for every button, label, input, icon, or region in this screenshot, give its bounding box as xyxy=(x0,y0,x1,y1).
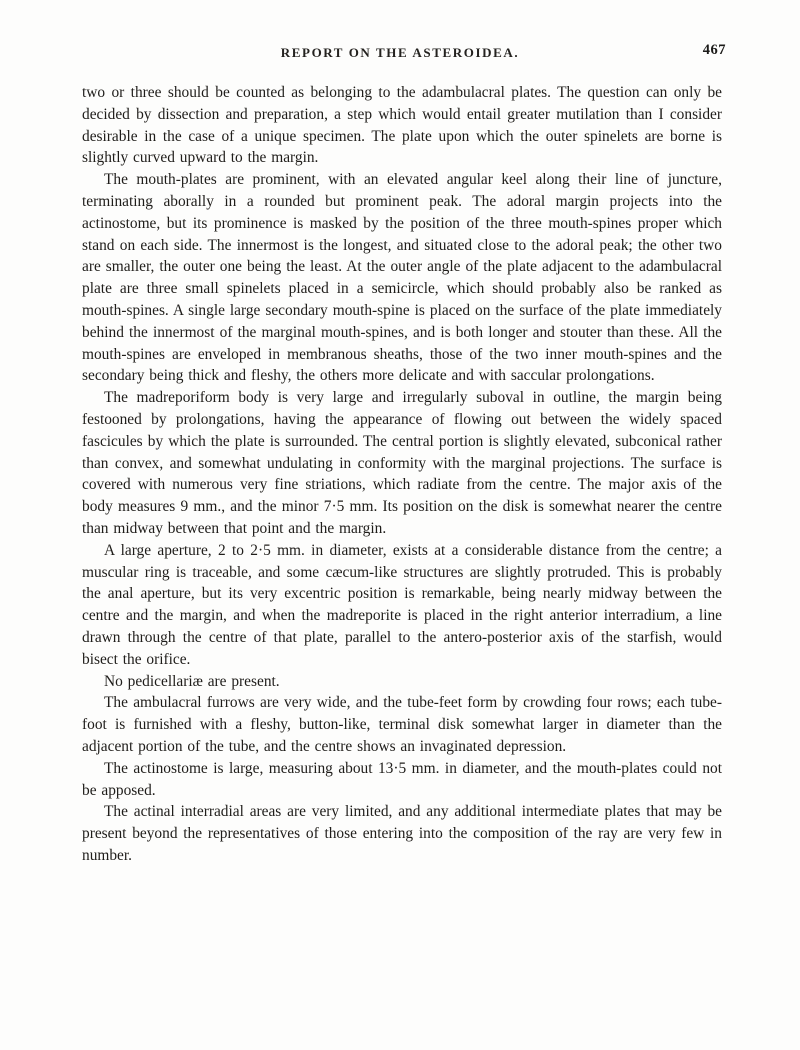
page-body xyxy=(82,82,722,867)
paragraph-madreporiform-body: The madreporiform body is very large and irregularly suboval in outline, the margin being festooned by prolongations, having the appearance of flowing out between the widely spaced fascicules by which the plate is surrounded. The central portion is slightly elevated, subconical rather than convex, and somewhat undulating in conformity with the marginal projections. The surface is covered with numerous very fine striations, which radiate from the centre. The major axis of the body measures 9 mm., and the minor 7·5 mm. Its position on the disk is somewhat nearer the centre than midway between that point and the margin. xyxy=(82,389,722,537)
paragraph-ambulacral-furrows: The ambulacral furrows are very wide, and the tube-feet form by crowding four rows; each tube-foot is furnished with a fleshy, button-like, terminal disk somewhat larger in diameter than the adjacent portion of the tube, and the centre shows an invaginated depression. xyxy=(82,694,722,755)
paragraph-actinostome: The actinostome is large, measuring about 13·5 mm. in diameter, and the mouth-plates could not be apposed. xyxy=(82,759,722,799)
paragraph-mouth-plates: The mouth-plates are prominent, with an elevated angular keel along their line of juncture, terminating aborally in a rounded but prominent peak. The adoral margin projects into the actinostome, but its prominence is masked by the position of the three mouth-spines proper which stand on each side. The innermost is the longest, and situated close to the adoral peak; the other two are smaller, the outer one being the least. At the outer angle of the plate adjacent to the adambulacral plate are three small spinelets placed in a semicircle, which should probably also be ranked as mouth-spines. A single large secondary mouth-spine is placed on the surface of the plate immediately behind the innermost of the marginal mouth-spines, and is both longer and stouter than these. All the mouth-spines are enveloped in membranous sheaths, those of the two inner mouth-spines and the secondary being thick and fleshy, the others more delicate and with saccular prolongations. xyxy=(82,171,722,385)
paragraph-pedicellariae: No pedicellariæ are present. xyxy=(104,672,280,690)
paragraph-actinal-interradial: The actinal interradial areas are very limited, and any additional intermediate plates that may be present beyond the representatives of those entering into the composition of the ray are very few in number. xyxy=(82,803,722,864)
paragraph-large-aperture: A large aperture, 2 to 2·5 mm. in diameter, exists at a considerable distance from the centre; a muscular ring is traceable, and some cæcum-like structures are slightly protruded. This is probably the anal aperture, but its very excentric position is remarkable, being nearly midway between the centre and the margin, and when the madreporite is placed in the right anterior interradium, a line drawn through the centre of that plate, parallel to the antero-posterior axis of the starfish, would bisect the orifice. xyxy=(82,541,722,668)
running-title: REPORT ON THE ASTEROIDEA. xyxy=(280,45,520,60)
paragraph-continuation: two or three should be counted as belonging to the adambulacral plates. The question can only be decided by dissection and preparation, a step which would entail greater mutilation than I consider desirable in the case of a unique specimen. The plate upon which the outer spinelets are borne is slightly curved upward to the margin. xyxy=(82,84,722,167)
page-header xyxy=(0,44,800,64)
page-number: 467 xyxy=(702,42,726,58)
